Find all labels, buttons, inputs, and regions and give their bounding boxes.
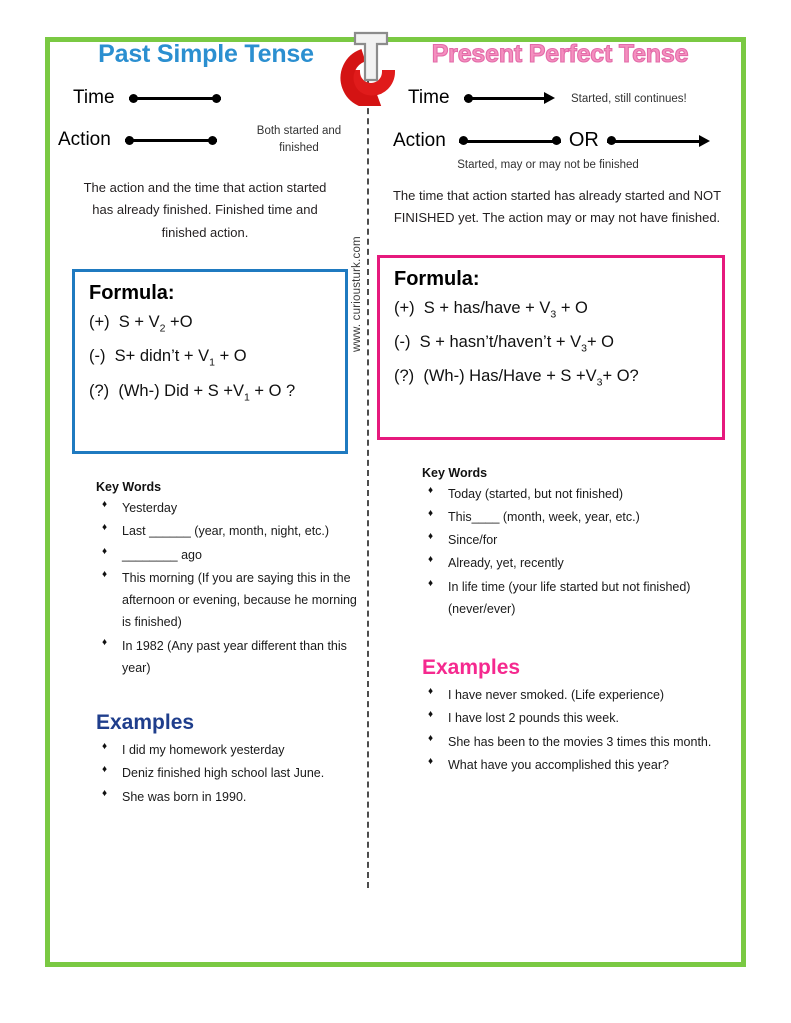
present-action-label: Action — [393, 129, 446, 151]
past-formula-heading: Formula: — [89, 282, 175, 305]
past-examples-list — [96, 739, 357, 808]
past-examples-section — [96, 711, 357, 808]
list-item: ♦ Already, yet, recently — [422, 552, 735, 574]
present-perfect-description: The time that action started has already started and NOT FINISHED yet. The action may or may not have finished. — [392, 188, 722, 226]
present-time-arrow — [464, 91, 554, 105]
list-item: ♦ She was born in 1990. — [96, 786, 357, 808]
list-item: ♦ I did my homework yesterday — [96, 739, 357, 761]
present-perfect-formula-box — [377, 255, 725, 440]
list-item: ♦ She has been to the movies 3 times this month. — [422, 731, 735, 753]
logo-icon — [339, 28, 403, 106]
past-time-label: Time — [73, 87, 115, 108]
past-examples-heading: Examples — [96, 711, 195, 735]
past-action-bar — [125, 133, 217, 147]
past-action-label: Action — [58, 129, 111, 150]
present-action-bar-1 — [459, 134, 561, 148]
present-examples-list — [422, 684, 735, 776]
present-action-arrow-2 — [607, 134, 709, 148]
present-formula-line-positive: (+) S + has/have + $V_3 + O$ — [394, 298, 588, 321]
past-simple-title: Past Simple Tense — [98, 40, 314, 68]
present-key-words-list — [422, 483, 735, 621]
past-diagram-note: Both started and finished — [256, 125, 342, 154]
present-action-note: Started, may or may not be finished — [457, 159, 639, 171]
list-item: ♦ In 1982 (Any past year different than this year) — [96, 635, 357, 680]
present-perfect-title: Present Perfect Tense — [431, 40, 689, 68]
present-formula-heading: Formula: — [394, 267, 480, 290]
present-perfect-column — [375, 42, 745, 777]
past-formula-line-positive: (+) $S + V_2 +O$ — [89, 313, 193, 335]
watermark-url: www. curiousturk.com — [351, 236, 363, 352]
list-item: ♦ I have lost 2 pounds this week. — [422, 707, 735, 729]
list-item: ♦ Last ______ (year, month, night, etc.) — [96, 520, 357, 542]
present-time-label: Time — [408, 87, 450, 108]
past-key-words-heading: Key Words — [96, 480, 162, 495]
past-time-bar — [129, 91, 221, 105]
past-formula-line-question: (?) (Wh-) Did + $S +V_1 + O$ ? — [89, 381, 296, 403]
list-item: ♦ Deniz finished high school last June. — [96, 762, 357, 784]
list-item: ♦ Yesterday — [96, 497, 357, 519]
past-simple-formula-box — [72, 269, 348, 454]
list-item: ♦ What have you accomplished this year? — [422, 754, 735, 776]
list-item: ♦ Since/for — [422, 529, 735, 551]
list-item: ♦ Today (started, but not finished) — [422, 483, 735, 505]
present-time-note: Started, still continues! — [571, 93, 687, 105]
present-action-or-label: OR — [568, 129, 599, 151]
list-item: ♦ This____ (month, week, year, etc.) — [422, 506, 735, 528]
past-simple-diagram — [45, 85, 367, 163]
curiousturk-logo — [339, 28, 403, 106]
past-key-words-section — [96, 480, 357, 679]
past-key-words-list — [96, 497, 357, 679]
present-formula-line-question: (?) (Wh-) Has/Have + $S +V_3+ O$? — [394, 367, 639, 389]
present-perfect-diagram — [375, 85, 745, 175]
center-divider — [367, 78, 369, 888]
list-item: ♦ This morning (If you are saying this in the afternoon or evening, because he morning is finished) — [96, 567, 357, 634]
list-item: ♦ I have never smoked. (Life experience) — [422, 684, 735, 706]
past-formula-line-negative: (-) S+ didn’t + $V_1 + O$ — [89, 347, 247, 369]
list-item: ♦ ________ ago — [96, 544, 357, 566]
past-simple-description: The action and the time that action started has already finished. Finished time and finished action. — [83, 180, 327, 240]
present-key-words-heading: Key Words — [422, 465, 488, 480]
present-examples-heading: Examples — [422, 656, 521, 680]
present-key-words-section — [422, 466, 735, 621]
list-item: ♦ In life time (your life started but not finished) (never/ever) — [422, 576, 735, 621]
past-simple-column — [45, 42, 367, 809]
present-examples-section — [422, 656, 735, 776]
present-formula-line-negative: (-) S + hasn’t/haven’t + $V_3+ O$ — [394, 333, 615, 355]
